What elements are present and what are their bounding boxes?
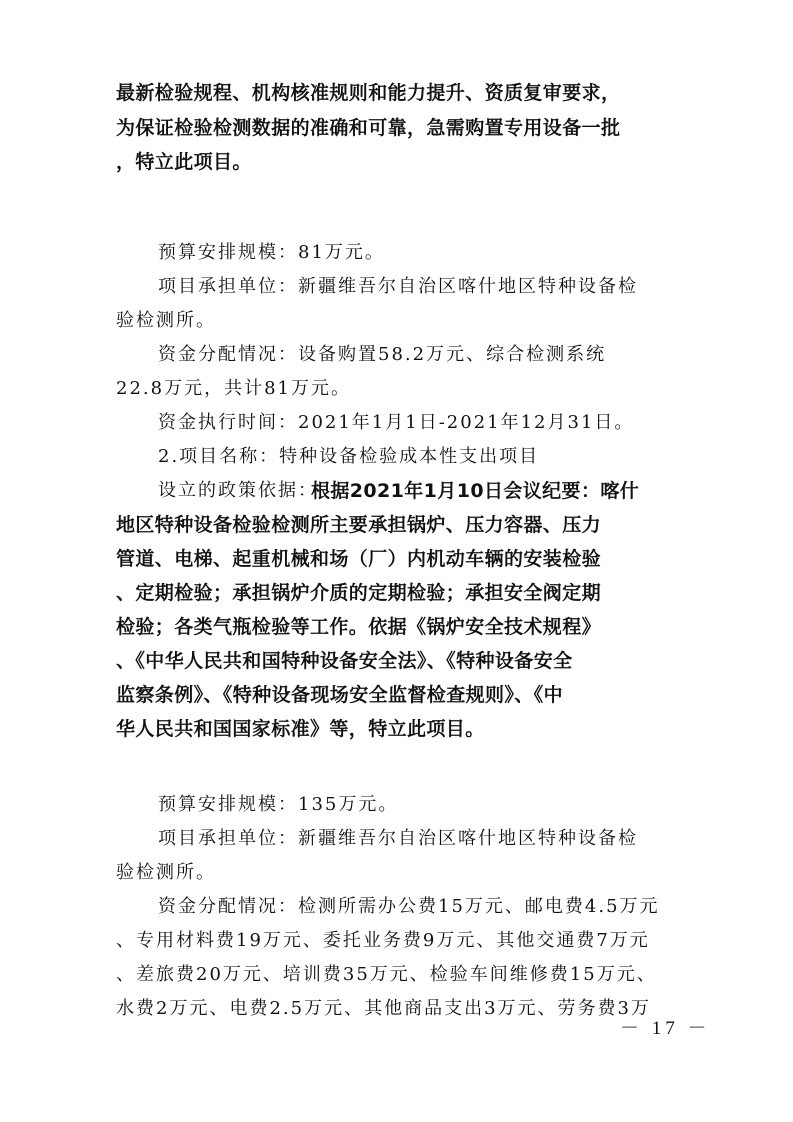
body-text-line: 华人民共和国国家标准》等，特立此项目。: [116, 718, 485, 740]
policy-basis-label: 设立的政策依据：: [158, 480, 318, 501]
body-text-line: 最新检验规程、机构核准规则和能力提升、资质复审要求，: [116, 82, 621, 104]
body-text-line: 管道、电梯、起重机械和场（厂）内机动车辆的安装检验: [116, 548, 602, 570]
budget-scale-line: 预算安排规模：81万元。: [158, 242, 385, 263]
responsible-unit-line: 验检测所。: [116, 862, 216, 883]
budget-scale-line: 预算安排规模：135万元。: [158, 794, 399, 815]
fund-allocation-line: 资金分配情况：检测所需办公费15万元、邮电费4.5万元: [158, 896, 660, 917]
project-name-line: 2.项目名称：特种设备检验成本性支出项目: [158, 446, 540, 467]
body-text-line: 、《中华人民共和国特种设备安全法》、《特种设备安全: [116, 650, 573, 672]
fund-allocation-line: 22.8万元，共计81万元。: [116, 378, 351, 399]
execution-time-line: 资金执行时间：2021年1月1日-2021年12月31日。: [158, 412, 635, 433]
body-text-line: 为保证检验检测数据的准确和可靠，急需购置专用设备一批: [116, 117, 621, 139]
fund-allocation-line: 水费2万元、电费2.5万元、其他商品支出3万元、劳务费3万: [116, 998, 651, 1019]
body-text-line: ，特立此项目。: [116, 151, 252, 173]
policy-basis-text: 根据2021年1月10日会议纪要：喀什: [311, 480, 640, 502]
fund-allocation-line: 、专用材料费19万元、委托业务费9万元、其他交通费7万元: [116, 930, 650, 951]
fund-allocation-line: 资金分配情况：设备购置58.2万元、综合检测系统: [158, 344, 607, 365]
fund-allocation-line: 、差旅费20万元、培训费35万元、检验车间维修费15万元、: [116, 964, 657, 985]
body-text-line: 地区特种设备检验检测所主要承担锅炉、压力容器、压力: [116, 514, 602, 536]
responsible-unit-line: 项目承担单位：新疆维吾尔自治区喀什地区特种设备检: [158, 276, 638, 297]
responsible-unit-line: 验检测所。: [116, 310, 216, 331]
body-text-line: 检验；各类气瓶检验等工作。依据《锅炉安全技术规程》: [116, 616, 602, 638]
page-number: － 17 －: [620, 1018, 711, 1039]
body-text-line: 监察条例》、《特种设备现场安全监督检查规则》、《中: [116, 684, 564, 706]
responsible-unit-line: 项目承担单位：新疆维吾尔自治区喀什地区特种设备检: [158, 828, 638, 849]
body-text-line: 、定期检验；承担锅炉介质的定期检验；承担安全阀定期: [116, 582, 602, 604]
